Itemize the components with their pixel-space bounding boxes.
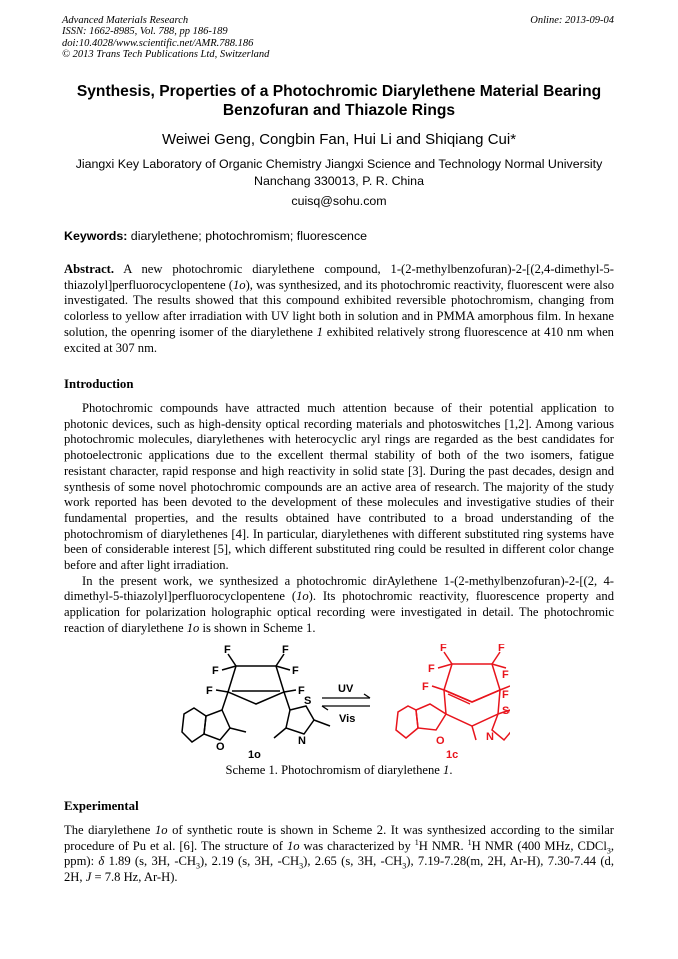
paragraph-text: is shown in Scheme 1. (199, 620, 316, 635)
atom-f: F (292, 665, 299, 677)
introduction-body (64, 401, 614, 637)
subscript: 3 (299, 861, 304, 871)
issn-line: ISSN: 1662-8985, Vol. 788, pp 186-189 (62, 26, 228, 38)
journal-meta (62, 15, 269, 60)
compound-code: 1 (316, 324, 323, 339)
atom-f: F (282, 644, 289, 656)
caption-text: . (449, 763, 453, 777)
abstract-text: ), was synthesized, and its photochromic reactivity, fluorescent were also investigated. The results showed that this compound exhibited reversible photochromism, changing from colorless to yellow after irradiation with UV light both in solution and in PMMA amorphous film. In hexane solution, the openring isomer of the diarylethene (64, 277, 614, 339)
atom-n: N (298, 735, 306, 747)
copyright-line: © 2013 Trans Tech Publications Ltd, Switzerland (62, 48, 270, 60)
abstract-label: Abstract. (64, 262, 115, 276)
paragraph-text: was characterized by (299, 838, 415, 853)
atom-f: F (212, 665, 219, 677)
affiliation (0, 156, 678, 190)
abstract (64, 262, 614, 356)
paper-title (50, 82, 628, 120)
affiliation-line-2: Nanchang 330013, P. R. China (254, 174, 424, 188)
atom-f: F (224, 644, 231, 656)
atom-f: F (206, 685, 213, 697)
atom-f: F (498, 644, 505, 654)
authors: Weiwei Geng, Congbin Fan, Hui Li and Shiqiang Cui* (161, 131, 517, 148)
atom-f: F (422, 681, 429, 693)
atom-f: F (440, 644, 447, 654)
atom-o: O (436, 735, 445, 747)
paragraph-text: , ppm): (64, 838, 614, 869)
keywords-text: diarylethene; photochromism; fluorescence (127, 229, 368, 243)
paragraph-text: In the present work, we synthesized a photochromic dirAylethene 1-(2-methylbenzofuran)-2-[(2, 4-dimethyl-5-thiazolyl]perfluorocyclopentene ( (64, 573, 614, 604)
closed-isomer-structure (396, 652, 510, 740)
paragraph-text: H NMR (400 MHz, CDCl (471, 838, 607, 853)
reaction-arrows (322, 694, 370, 710)
atom-s: S (502, 705, 510, 717)
atom-f: F (502, 669, 509, 681)
superscript: 1 (467, 837, 472, 847)
atom-n: N (486, 731, 494, 743)
paragraph-text: ). Its photochromic reactivity, fluorescence property and application for polarization holographic optical recording were investigated in detail. The photochromic reaction of diarylethene (64, 589, 614, 635)
paragraph-text: 1.89 (s, 3H, -CH (104, 854, 197, 869)
coupling-constant: J (85, 870, 92, 885)
compound-code: 1 (443, 763, 450, 777)
paragraph-text: ), 2.19 (s, 3H, -CH (200, 854, 300, 869)
subscript: 3 (196, 861, 201, 871)
atom-o: O (216, 741, 225, 753)
abstract-text: exhibited relatively strong fluorescence at 410 nm when excited at 307 nm. (64, 324, 614, 355)
atom-f: F (428, 663, 435, 675)
paragraph-text: = 7.8 Hz, Ar-H). (91, 870, 178, 885)
title-line-1: Synthesis, Properties of a Photochromic Diarylethene Material Bearing (76, 83, 602, 100)
atom-s: S (304, 695, 312, 707)
affiliation-line-1: Jiangxi Key Laboratory of Organic Chemistry Jiangxi Science and Technology Normal University (75, 157, 603, 171)
paragraph-text: H NMR. (418, 838, 468, 853)
compound-code: 1o (232, 277, 246, 292)
compound-code: 1o (154, 823, 168, 837)
vis-label: Vis (339, 713, 356, 725)
atom-f: F (502, 689, 509, 701)
scheme-caption (0, 763, 678, 778)
online-date: Online: 2013-09-04 (530, 15, 614, 26)
superscript: 1 (414, 837, 419, 847)
experimental-body (64, 823, 614, 886)
subscript: 3 (606, 846, 611, 856)
introduction-paragraph-2 (64, 574, 614, 637)
uv-label: UV (338, 683, 354, 695)
scheme-1-figure (180, 644, 510, 762)
keywords (64, 229, 367, 243)
compound-code: 1o (186, 620, 200, 635)
delta-symbol: δ (98, 854, 105, 869)
introduction-heading: Introduction (64, 377, 134, 391)
introduction-paragraph-1: Photochromic compounds have attracted much attention because of their potential application to photonic devices, such as high-density optical recording materials and photoswitches [1,2]. Among various photochromic molecules, diarylethenes with heterocyclic aryl rings are regarded as the best candidates for photoelectronic applications due to the excellent thermal stability of both of the two isomers, fatigue resistant character, rapid response and high reactivity in solid state [3]. During the past decades, design and synthesis of some novel photochromic compounds are an active area of research. The majority of the study work reported has been devoted to the development of these molecules and investigative studies of their fundamental properties, and the results obtained have contributed to a broad understanding of the photochromism of diarylethenes [4]. In particular, diarylethenes with different substituted ring systems have been of considerable interest [5], which different substituted ring could be resulted in different color change before and after light irradiation. (64, 401, 614, 573)
paragraph-text: ), 2.65 (s, 3H, -CH (303, 854, 403, 869)
email: cuisq@sohu.com (291, 194, 387, 208)
paragraph-text: of synthetic route is shown in Scheme 2. It was synthesized according to the similar procedure of Pu et al. [6]. The structure of (64, 823, 614, 853)
compound-label-open: 1o (248, 749, 261, 761)
compound-code: 1o (296, 589, 309, 604)
experimental-heading: Experimental (64, 799, 139, 813)
compound-code: 1o (286, 838, 300, 853)
subscript: 3 (402, 861, 407, 871)
abstract-text: A new photochromic diarylethene compound, 1-(2-methylbenzofuran)-2-[(2,4-dimethyl-5-thiazolyl]perfluorocyclopentene ( (64, 262, 614, 292)
paragraph-text: ), 7.19-7.28(m, 2H, Ar-H), 7.30-7.44 (d, 2H, (64, 854, 614, 885)
doi-line: doi:10.4028/www.scientific.net/AMR.788.186 (62, 37, 254, 49)
title-line-2: Benzofuran and Thiazole Rings (222, 102, 456, 119)
caption-text: Scheme 1. Photochromism of diarylethene (225, 763, 444, 777)
journal-name: Advanced Materials Research (62, 15, 189, 26)
keywords-label: Keywords: (64, 229, 128, 243)
atom-f: F (298, 685, 305, 697)
paragraph-text: The diarylethene (64, 823, 155, 837)
compound-label-closed: 1c (446, 749, 459, 761)
